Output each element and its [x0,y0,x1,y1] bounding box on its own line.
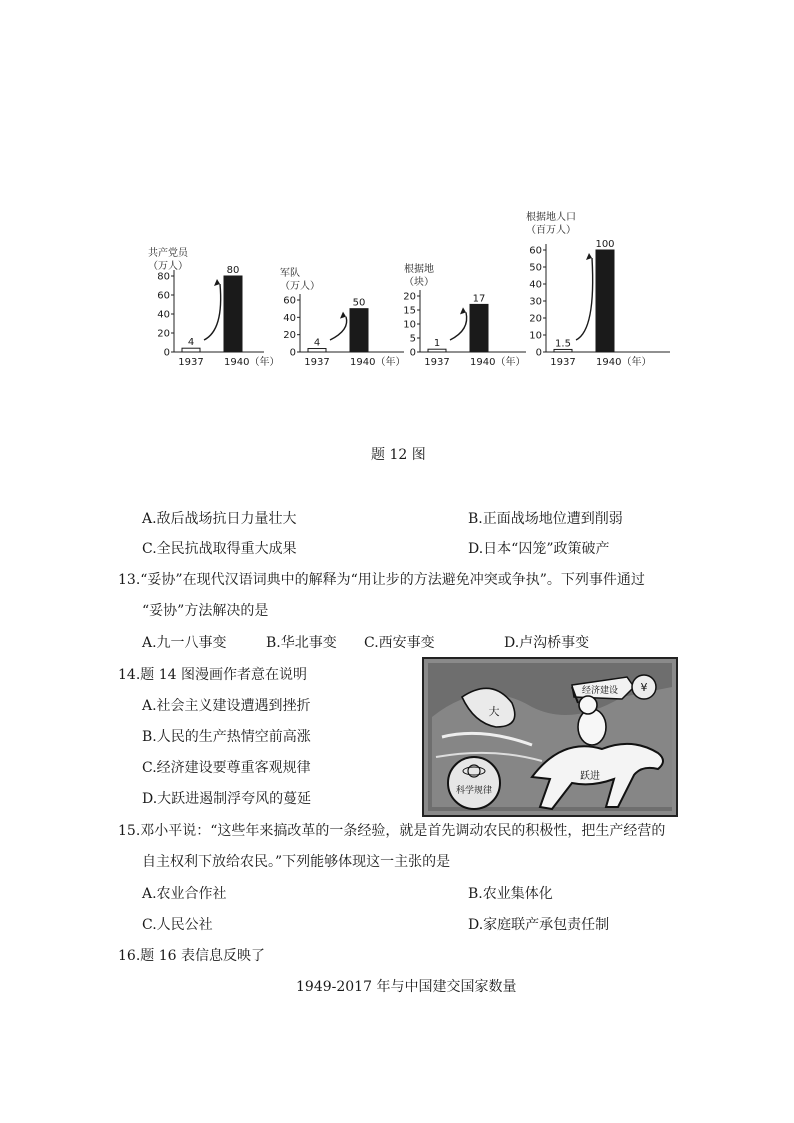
chart-x-label: 1940（年） [224,357,280,368]
figure-12-caption: 题 12 图 [371,447,426,463]
chart-value-label: 1 [433,338,441,350]
q12-option-b: B.正面战场地位遭到削弱 [468,511,623,527]
chart-tick-label: 40 [283,312,296,324]
chart-x-label: 1937 [424,357,450,368]
chart-x-label: 1937 [304,357,330,368]
chart-value-label: 17 [472,293,486,305]
chart-tick-label: 20 [529,313,542,325]
q15-option-a: A.农业合作社 [142,886,227,902]
q13-stem-line1: 13.“妥协”在现代汉语词典中的解释为“用让步的方法避免冲突或争执”。下列事件通过 [118,572,645,588]
chart-value-label: 80 [226,265,240,276]
chart-tick-label: 50 [529,262,542,274]
q15-stem-line1: 15.邓小平说：“这些年来搞改革的一条经验，就是首先调动农民的积极性，把生产经营的 [118,823,666,839]
chart-tick-label: 80 [157,271,170,283]
chart-bar-1937 [554,349,572,352]
q15-option-c: C.人民公社 [142,917,213,933]
chart-value-label: 4 [187,337,195,349]
chart-ylabel-line: 共产党员 [148,248,188,259]
q16-table-title: 1949-2017 年与中国建交国家数量 [296,979,517,995]
chart-tick-label: 15 [403,305,416,317]
chart-tick-label: 30 [529,296,542,308]
chart-ylabel-line: （万人） [148,261,188,272]
q13-option-a: A.九一八事变 [142,635,227,651]
q12-option-c: C.全民抗战取得重大成果 [142,541,297,557]
chart-tick-label: 20 [403,291,416,303]
q12-option-a: A.敌后战场抗日力量壮大 [142,511,297,527]
chart-growth-arrow [330,317,347,340]
cartoon-label-economy: 经济建设 [581,686,619,696]
q14-option-a: A.社会主义建设遭遇到挫折 [142,698,311,714]
chart-x-label: 1940（年） [470,357,526,368]
chart-tick-label: 60 [283,295,296,307]
chart-growth-arrow [576,258,593,340]
chart-value-label: 1.5 [555,338,571,350]
chart-bar-1937 [428,349,446,352]
chart-arrow-head [340,312,346,319]
q14-stem: 14.题 14 图漫画作者意在说明 [118,667,307,683]
cartoon-label-big: 大 [488,705,500,718]
chart-bar-1940 [350,309,368,352]
chart-arrow-head [460,307,466,314]
q16-stem: 16.题 16 表信息反映了 [118,948,265,964]
chart-x-label: 1937 [550,357,576,368]
chart-arrow-head [214,279,220,286]
chart-growth-arrow [204,284,221,340]
chart-ylabel-line: （万人） [280,281,320,292]
q12-option-d: D.日本“囚笼”政策破产 [468,541,610,557]
chart-party-members [148,246,280,376]
q14-option-d: D.大跃进遏制浮夸风的蔓延 [142,791,312,807]
chart-x-label: 1940（年） [350,357,406,368]
chart-tick-label: 0 [409,347,416,359]
chart-tick-label: 60 [529,245,542,257]
q15-stem-line2: 自主权利下放给农民。”下列能够体现这一主张的是 [142,854,451,870]
chart-tick-label: 0 [289,347,296,359]
chart-ylabel-line: （块） [404,277,434,288]
q14-option-b: B.人民的生产热情空前高涨 [142,729,311,745]
q13-option-b: B.华北事变 [266,635,337,651]
chart-value-label: 4 [313,337,321,349]
chart-tick-label: 0 [535,347,542,359]
chart-ylabel-line: （百万人） [526,225,576,236]
chart-tick-label: 40 [157,309,170,321]
chart-army [280,266,410,376]
chart-tick-label: 0 [163,347,170,359]
q14-option-c: C.经济建设要尊重客观规律 [142,760,311,776]
chart-growth-arrow [450,312,467,340]
svg-text:¥: ¥ [640,681,648,694]
chart-bar-1940 [224,276,242,352]
chart-value-label: 100 [595,239,615,250]
chart-x-label: 1940（年） [596,357,652,368]
chart-x-label: 1937 [178,357,204,368]
q14-cartoon-image [422,657,678,817]
chart-bar-1937 [182,348,200,352]
chart-value-label: 50 [352,297,366,309]
chart-tick-label: 60 [157,290,170,302]
chart-tick-label: 20 [283,330,296,342]
chart-tick-label: 10 [529,330,542,342]
chart-base-areas [404,262,532,376]
q13-option-d: D.卢沟桥事变 [504,635,590,651]
chart-ylabel-line: 根据地人口 [526,212,576,223]
cartoon-label-science: 科学规律 [455,786,493,796]
cartoon-label-leap: 跃进 [580,771,600,782]
q13-stem-line2: “妥协”方法解决的是 [142,603,269,619]
chart-bar-1937 [308,349,326,352]
chart-arrow-head [586,253,592,260]
chart-base-population [526,210,676,376]
chart-bar-1940 [470,304,488,352]
chart-bar-1940 [596,250,614,352]
chart-tick-label: 5 [409,333,416,345]
chart-tick-label: 10 [403,319,416,331]
q15-option-d: D.家庭联产承包责任制 [468,917,610,933]
chart-ylabel-line: 军队 [280,268,300,279]
q13-option-c: C.西安事变 [364,635,435,651]
chart-ylabel-line: 根据地 [404,264,434,275]
q15-option-b: B.农业集体化 [468,886,553,902]
chart-tick-label: 40 [529,279,542,291]
chart-tick-label: 20 [157,328,170,340]
